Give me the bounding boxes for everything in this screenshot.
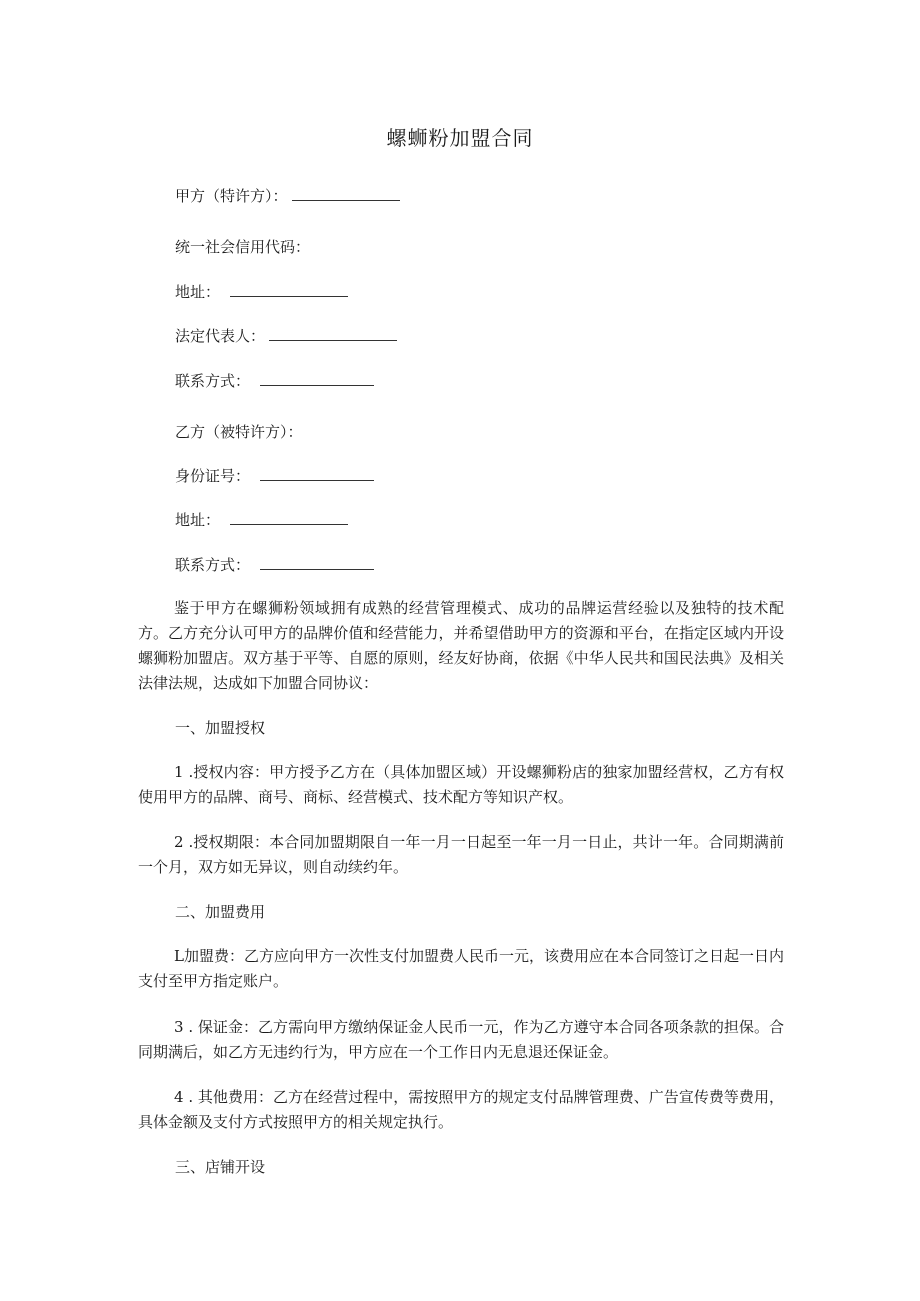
section-1-heading: 一、加盟授权 (175, 719, 266, 737)
legal-rep-blank[interactable] (269, 326, 397, 341)
party-b-label: 乙方（被特许方）： (175, 423, 303, 441)
legal-rep-line (175, 325, 397, 347)
party-a-label: 甲方（特许方）： (175, 187, 288, 205)
party-a-line (175, 185, 400, 207)
legal-rep-label: 法定代表人： (175, 327, 266, 345)
party-b-address-blank[interactable] (230, 510, 348, 525)
party-b-contact-blank[interactable] (260, 555, 374, 570)
party-b-id-label: 身份证号： (175, 467, 251, 485)
party-b-id-line (175, 465, 374, 487)
party-a-address-blank[interactable] (230, 282, 348, 297)
document-title: 螺蛳粉加盟合同 (386, 126, 534, 150)
section-2-item-3: 3 . 保证金：乙方需向甲方缴纳保证金人民币一元，作为乙方遵守本合同各项条款的担保。合同期满后，如乙方无违约行为，甲方应在一个工作日内无息退还保证金。 (138, 1018, 784, 1061)
credit-code-line (175, 236, 310, 258)
party-a-blank[interactable] (292, 186, 400, 201)
party-a-address-line (175, 281, 348, 303)
section-2-item-4: 4 . 其他费用：乙方在经营过程中，需按照甲方的规定支付品牌管理费、广告宣传费等费用，具体金额及支付方式按照甲方的相关规定执行。 (138, 1088, 784, 1131)
section-2-heading: 二、加盟费用 (175, 903, 266, 921)
party-b-id-blank[interactable] (260, 466, 374, 481)
party-a-contact-line (175, 370, 374, 392)
section-1-item-1: 1 .授权内容：甲方授予乙方在（具体加盟区域）开设螺狮粉店的独家加盟经营权，乙方有权使用甲方的品牌、商号、商标、经营模式、技术配方等知识产权。 (138, 763, 784, 806)
section-2-item-1: L加盟费：乙方应向甲方一次性支付加盟费人民币一元，该费用应在本合同签订之日起一日内支付至甲方指定账户。 (138, 947, 784, 990)
section-1-item-2: 2 .授权期限：本合同加盟期限自一年一月一日起至一年一月一日止，共计一年。合同期满前一个月，双方如无异议，则自动续约年。 (138, 833, 784, 876)
party-a-contact-blank[interactable] (260, 371, 374, 386)
party-b-address-line (175, 509, 348, 531)
party-b-contact-label: 联系方式： (175, 556, 251, 574)
party-a-address-label: 地址： (175, 283, 221, 301)
party-a-contact-label: 联系方式： (175, 372, 251, 390)
party-b-line (175, 421, 303, 443)
party-b-address-label: 地址： (175, 511, 221, 529)
credit-code-label: 统一社会信用代码： (175, 238, 311, 256)
section-3-heading: 三、店铺开设 (175, 1158, 266, 1176)
preamble-paragraph: 鉴于甲方在螺狮粉领域拥有成熟的经营管理模式、成功的品牌运营经验以及独特的技术配方。乙方充分认可甲方的品牌价值和经营能力，并希望借助甲方的资源和平台，在指定区域内开设螺狮粉加盟店。双方基于平等、自愿的原则，经友好协商，依据《中华人民共和国民法典》及相关法律法规，达成如下加盟合同协议： (138, 599, 784, 692)
party-b-contact-line (175, 554, 374, 576)
